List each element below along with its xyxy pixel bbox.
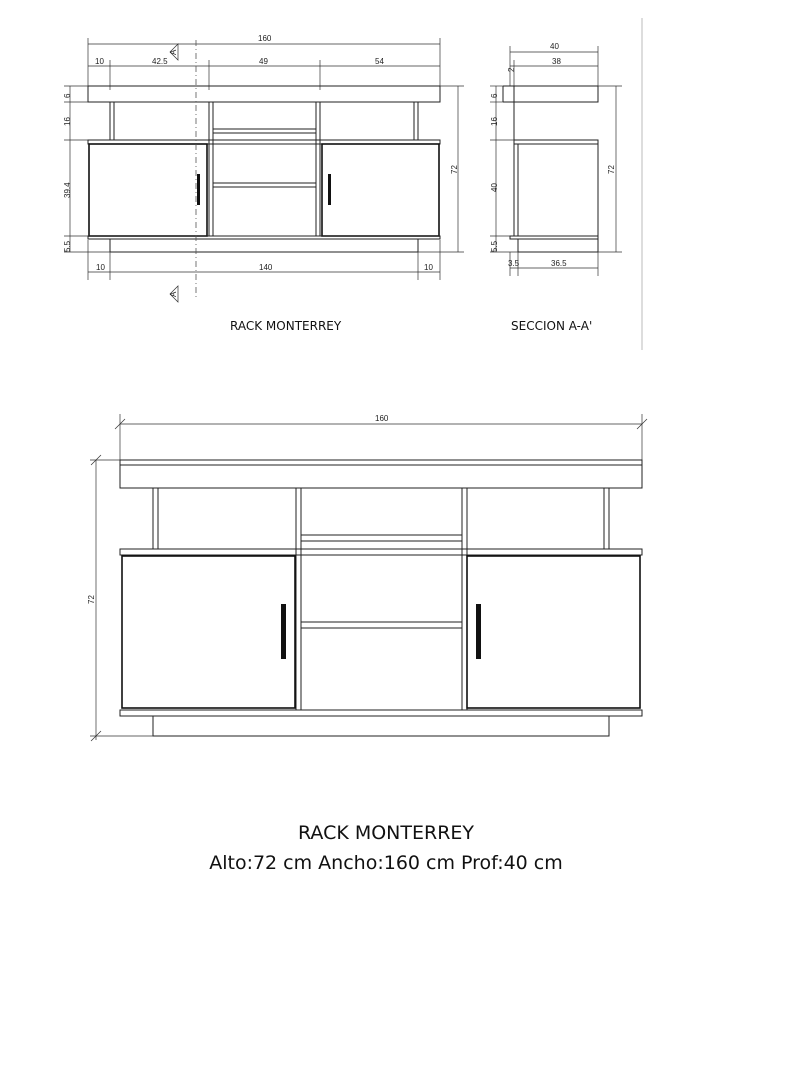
dim-front-seg-a: 10: [95, 57, 104, 66]
dim-front-bottom-left: 10: [96, 263, 105, 272]
dim-front-h-total: 72: [450, 165, 459, 174]
elevation-caption-spec: Alto:72 cm Ancho:160 cm Prof:40 cm: [209, 852, 563, 874]
dim-section-h-mid: 40: [490, 183, 499, 192]
section-marker-top: [169, 44, 178, 60]
dim-front-total-width: 160: [258, 34, 272, 43]
dim-front-h-top: 6: [63, 93, 72, 98]
dim-section-gap: 2: [507, 67, 516, 72]
dim-section-h-base: 5.5: [490, 240, 499, 252]
dim-section-h-top: 6: [490, 93, 499, 98]
dim-section-inner: 38: [552, 57, 561, 66]
dim-section-h-total: 72: [607, 165, 616, 174]
section-view-title: SECCION A-A': [511, 319, 593, 333]
dim-section-bottom-right: 36.5: [551, 259, 567, 268]
dim-front-h-base: 5.5: [63, 240, 72, 252]
svg-text:A: A: [169, 49, 178, 55]
dim-front-h-open: 16: [63, 117, 72, 126]
section-marker-bottom: [169, 286, 178, 302]
dim-section-h-open: 16: [490, 117, 499, 126]
right-door-handle: [476, 604, 481, 659]
dim-front-bottom-right: 10: [424, 263, 433, 272]
dim-front-seg-c: 49: [259, 57, 268, 66]
elevation-caption-title: RACK MONTERREY: [297, 822, 475, 844]
dim-front-seg-b: 42.5: [152, 57, 168, 66]
svg-text:A: A: [169, 291, 178, 297]
elevation-drawing: [87, 414, 647, 874]
dim-front-h-door: 39.4: [63, 182, 72, 198]
front-view-title: RACK MONTERREY: [230, 319, 342, 333]
left-door-handle: [281, 604, 286, 659]
dim-front-seg-d: 54: [375, 57, 384, 66]
left-door-handle-small: [197, 174, 200, 205]
dim-elev-width: 160: [375, 414, 389, 423]
dim-front-bottom-mid: 140: [259, 263, 273, 272]
front-view-drawing: [63, 34, 464, 333]
dim-section-bottom-left: 3.5: [508, 259, 520, 268]
section-view-drawing: [490, 42, 622, 333]
dim-section-depth: 40: [550, 42, 559, 51]
left-door: [122, 556, 295, 708]
dim-elev-height: 72: [87, 595, 96, 604]
right-door: [467, 556, 640, 708]
right-door-handle-small: [328, 174, 331, 205]
